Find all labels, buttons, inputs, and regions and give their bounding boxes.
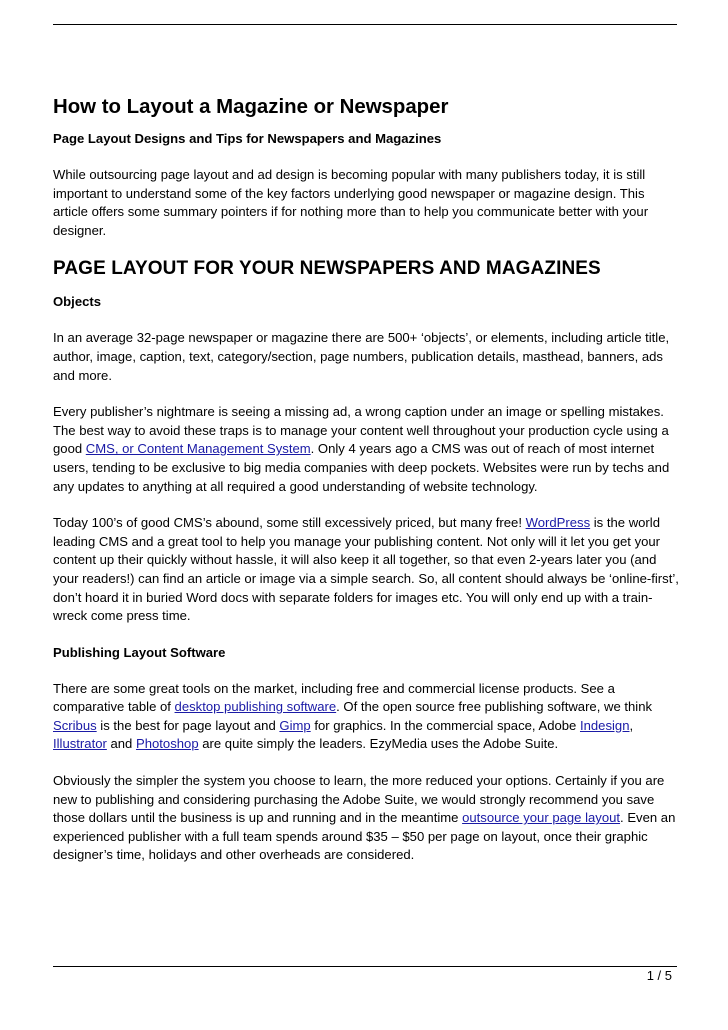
objects-paragraph-3: Today 100’s of good CMS’s abound, some still excessively priced, but many free! WordPress is the world leading CMS and a great tool to help you manage your publishing content. Not only will it let you get your content up their quickly without hassle, it will also keep it all together, so that even 2-years later you (and your readers!) can find an article or image via a simple search. So, all content should always be ‘online-first’, don’t hoard it in buried Word docs with separate folders for images etc. You will only end up with a train-wreck come press time. (53, 515, 679, 624)
indesign-link[interactable]: Indesign (579, 717, 630, 733)
article-title: How to Layout a Magazine or Newspaper (53, 96, 449, 118)
header-rule (53, 24, 677, 25)
article (53, 94, 679, 865)
objects-paragraph-2: Every publisher’s nightmare is seeing a missing ad, a wrong caption under an image or spelling mistakes. The best way to avoid these traps is to manage your content well throughout your production cycle using a good CMS, or Content Management System. Only 4 years ago a CMS was out of reach of most internet users, tending to be exclusive to big media companies with deep pockets. Websites were run by techs and any updates to anything at all required a good understanding of website technology. (53, 404, 670, 494)
footer-rule (53, 966, 677, 967)
scribus-link[interactable]: Scribus (53, 717, 97, 733)
dtp-software-link[interactable]: desktop publishing software (174, 699, 337, 715)
illustrator-link[interactable]: Illustrator (53, 736, 107, 752)
gimp-link[interactable]: Gimp (279, 717, 311, 733)
intro-paragraph: While outsourcing page layout and ad design is becoming popular with many publishers today, it is still important to understand some of the key factors underlying good newspaper or magazine design. This article offers some summary pointers if for nothing more than to help you communicate better with your designer. (53, 167, 649, 238)
software-paragraph-2: Obviously the simpler the system you choose to learn, the more reduced your options. Certainly if you are new to publishing and considering purchasing the Adobe Suite, we would strongly recommend you save those dollars until the business is up and running and in the meantime outsource your page layout. Even an experienced publisher with a full team spends around $35 – $50 per page on layout, once their graphic designer’s time, holidays and other overheads are considered. (53, 773, 676, 863)
section-heading: PAGE LAYOUT FOR YOUR NEWSPAPERS AND MAGAZINES (53, 258, 601, 280)
cms-link[interactable]: CMS, or Content Management System (85, 441, 311, 457)
objects-paragraph-1: In an average 32-page newspaper or magazine there are 500+ ‘objects’, or elements, including article title, author, image, caption, text, category/section, page numbers, publication details, masthead, banners, ads and more. (53, 330, 670, 383)
software-paragraph-1: There are some great tools on the market, including free and commercial license products. See a comparative table of desktop publishing software. Of the open source free publishing software, we think Scribus is the best for page layout and Gimp for graphics. In the commercial space, Adobe Indesign, Illustrator and Photoshop are quite simply the leaders. EzyMedia uses the Adobe Suite. (53, 680, 653, 752)
photoshop-link[interactable]: Photoshop (135, 736, 199, 752)
outsource-layout-link[interactable]: outsource your page layout (462, 810, 621, 826)
objects-heading: Objects (53, 294, 102, 310)
article-subtitle: Page Layout Designs and Tips for Newspapers and Magazines (53, 131, 442, 146)
page-number: 1 / 5 (646, 968, 672, 983)
software-heading: Publishing Layout Software (53, 644, 226, 660)
wordpress-link[interactable]: WordPress (525, 515, 591, 531)
